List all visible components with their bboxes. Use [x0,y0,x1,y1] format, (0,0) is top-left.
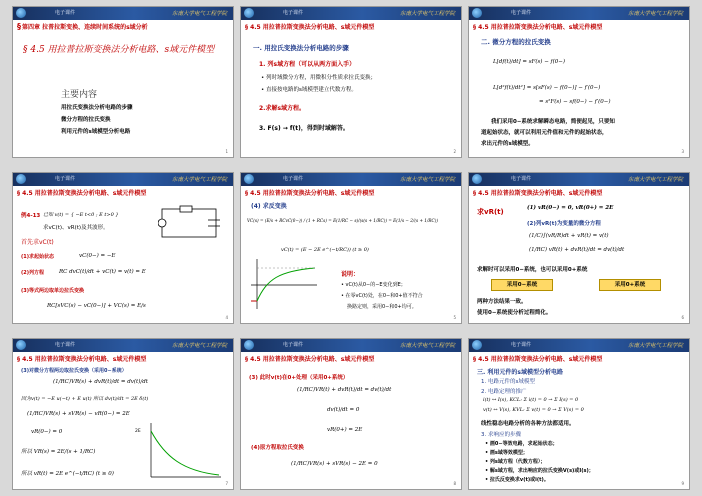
item-3: 3. 求响应的步骤 [481,432,521,438]
slide-header: 电子课件 东南大学电气工程学院 [13,339,233,352]
page-number: 3 [681,149,684,154]
contents-subtitle: 主要内容 [61,90,98,100]
slide-9 [468,338,690,490]
equation-3: vR(0+) = 2E [327,427,363,433]
slide-5 [240,172,462,324]
equation-4: (1/RC)VR(s) + sVR(s) − 2E = 0 [291,461,378,467]
step-2-label: (2)列方程 [21,270,45,276]
content-item-1: 用拉氏变换法分析电路的步骤 [61,105,133,111]
rc-circuit-diagram [158,203,220,243]
slide-header: 电子课件 东南大学电气工程学院 [241,7,461,20]
slide-title: § 4.5 用拉普拉斯变换法分析电路、s域元件模型 [473,24,603,31]
page-number: 6 [681,315,684,320]
note-1: • vC(t)从0−的−E变化到E； [341,282,406,288]
option-box-0-minus: 采用0−系统 [491,279,553,291]
equation-1: (1/RC)VR(t) + dvR(t)/dt = dv(t)/dt [297,387,392,393]
step-bullet-5: • 拉氏反变换求v(t)或i(t)。 [485,477,549,483]
globe-icon [472,8,482,18]
page-number: 5 [453,315,456,320]
formula-3: = s²F(s) − sf(0−) − f′(0−) [539,99,611,105]
globe-icon [472,340,482,350]
example-label: 例4-13 [21,213,41,219]
note-line: 线性稳态电路分析的各种方法都适用。 [481,421,575,427]
equation-3: (1/RC)VR(s) + sVR(s) − vR(0−) = 2E [27,411,130,417]
step-3-formula: RC[sVC(s) − vC(0−)] + VC(s) = E/s [47,303,146,309]
note-2: • 在零vC(t)处，在0−和0+值不符合 [341,293,423,299]
slide-title: §第四章 拉普拉斯变换、连续时间系统的s域分析 [17,22,148,31]
globe-icon [472,174,482,184]
globe-icon [244,8,254,18]
globe-icon [244,174,254,184]
slide-title: § 4.5 用拉普拉斯变换法分析电路、s域元件模型 [17,356,147,363]
slide-1 [12,6,234,158]
inverse-transform-formula: VC(s) = (E/s + RCvC(0−)) / (1 + RCs) = E(1/RC − s)/(s(s + 1/RC)) = E(1/s − 2/(s + 1/RC)) [247,218,438,223]
institution-label: 东南大学电气工程学院 [171,11,227,17]
kvl-formula: v(t) ↔ V(s), KVL: Σ v(t) = 0 → Σ V(s) = 0 [483,407,584,413]
step-3: 3. F(s) → f(t)，得到时域解答。 [259,125,349,132]
section-heading: 三. 利用元件的s域模型分析电路 [477,369,563,376]
step-1-formula: vC(0−) = −E [79,253,116,259]
plot-y-label: 2E [135,429,141,434]
item-1: 1. 电路元件的s域模型 [481,379,535,385]
note-label: 说明： [341,271,360,278]
first-step-label: 首先求vC(t) [21,239,54,246]
vc-waveform-plot [249,257,319,311]
section-heading-2: (4)原方程取拉氏变换 [251,445,304,451]
equation-1: (1/RC)VR(s) + dvR(t)/dt = dv(t)/dt [53,379,148,385]
note-3: 换路定则，采用0−和0+均可。 [347,304,417,310]
kcl-formula: i(t) ↔ I(s), KCL: Σ i(t) = 0 → Σ I(s) = 0 [483,397,579,403]
step-2: 2.求解s域方程。 [259,105,306,112]
question: 求vC(t)、vR(t)及其波形。 [43,225,109,231]
section-heading: 二. 微分方程的拉氏变换 [481,38,551,46]
paragraph-line-2: 道起始状态，就可以利用元件值和元件的起始状态， [481,130,608,136]
section-heading: 一. 用拉氏变换法分析电路的步骤 [253,44,349,52]
step-1: 1. 列s域方程（可以从两方面入手） [259,61,356,68]
brand-label: 电子课件 [55,10,76,16]
item-2: 2. 电路定理的推广 [481,389,527,395]
equation-5: 所以 VR(s) = 2E/(s + 1/RC) [21,449,96,455]
globe-icon [16,340,26,350]
page-number: 4 [225,315,228,320]
page-number: 7 [225,481,228,486]
paragraph-line-3: 求出元件的s域模型。 [481,141,534,147]
known-condition: 已知 v(t) = { −E t<0 ; E t>0 } [43,212,119,218]
slide-7 [12,338,234,490]
page-number: 1 [225,149,228,154]
section-heading: (3) 此时v(t)在0+处理（采用0+系统） [249,375,349,381]
slide-8 [240,338,462,490]
vc-time-formula: vC(t) = (E − 2E e^(−t/RC)) (t ≥ 0) [281,247,369,253]
slide-header: 电子课件 东南大学电气工程学院 [241,339,461,352]
step-2-formula: RC dvC(t)/dt + vC(t) = v(t) = E [59,269,146,275]
content-item-3: 利用元件的s域模型分析电路 [61,129,131,135]
condition-1: (1) vR(0−) = 0, vR(0+) = 2E [527,205,614,211]
page-number: 8 [453,481,456,486]
slide-title: § 4.5 用拉普拉斯变换法分析电路、s域元件模型 [473,190,603,197]
formula-1: L[df(t)/dt] = sF(s) − f(0−) [493,59,565,65]
formula-2: L[d²f(t)/dt²] = s[sF(s) − f(0−)] − f′(0−) [493,85,601,91]
equation-4: vR(0−) = 0 [31,429,63,435]
paragraph-line-1: 我们采用0−系统求解瞬态电路，简便起见，只要知 [491,119,615,125]
slide-header: 电子课件 东南大学电气工程学院 [469,7,689,20]
bullet-1: • 列时域微分方程，用微积分性质求拉氏变换； [261,75,376,81]
equation-2: dv(t)/dt = 0 [327,407,360,413]
paragraph-3: 使用0−系统使分析过程简化。 [477,310,552,316]
content-item-2: 微分方程的拉氏变换 [61,117,111,123]
step-bullet-4: • 解s域方程，求出响应的拉氏变换V(s)或I(s)； [485,468,594,474]
bullet-2: • 直接按电路的s域模型建立代数方程。 [261,87,357,93]
slide-4 [12,172,234,324]
section-heading: (3)对微分方程两边取拉氏变换（采用0−系统） [21,368,127,374]
step-bullet-1: • 画0−等效电路，求起始状态； [485,441,558,447]
globe-icon [16,174,26,184]
step-1-label: (1)求起始状态 [21,254,55,260]
slide-title: § 4.5 用拉普拉斯变换法分析电路、s域元件模型 [245,356,375,363]
slide-header: 电子课件 东南大学电气工程学院 [469,173,689,186]
page-number: 2 [453,149,456,154]
slide-header [13,7,233,20]
slide-6 [468,172,690,324]
slide-title: § 4.5 用拉普拉斯变换法分析电路、s域元件模型 [245,190,375,197]
paragraph-1: 求解时可以采用0−系统，也可以采用0+系统 [477,267,588,273]
equation-6: 所以 vR(t) = 2E e^(−t/RC) (t ≥ 0) [21,471,114,477]
vr-waveform-plot [143,421,223,481]
slide-header: 电子课件 东南大学电气工程学院 [469,339,689,352]
equation-2: 因为v(t) = −E u(−t) + E u(t) 所以 dv(t)/dt = 2E δ(t) [21,396,149,402]
slide-title: § 4.5 用拉普拉斯变换法分析电路、s域元件模型 [473,356,603,363]
slide-header: 电子课件 东南大学电气工程学院 [13,173,233,186]
slide-title: § 4.5 用拉普拉斯变换法分析电路、s域元件模型 [17,190,147,197]
condition-2: (2)列vR(t)为变量的微分方程 [527,221,601,227]
step-bullet-3: • 列s域方程（代数方程）； [485,459,546,465]
slide-2 [240,6,462,158]
globe-icon [244,340,254,350]
slide-title: § 4.5 用拉普拉斯变换法分析电路、s域元件模型 [245,24,375,31]
equation-1: (1/C)∫(vR/R)dt + vR(t) = v(t) [529,233,609,239]
paragraph-2: 两种方法结果一致。 [477,299,527,305]
step-3-label: (3)等式两边取单边拉氏变换 [21,288,85,294]
option-box-0-plus: 采用0+系统 [599,279,661,291]
step-bullet-2: • 画s域等效模型； [485,450,528,456]
question-label: 求vR(t) [477,208,504,216]
section-heading: (4) 求反变换 [251,203,287,210]
slide-3 [468,6,690,158]
section-heading: § 4.5 用拉普拉斯变换法分析电路、s域元件模型 [23,45,215,55]
page-number: 9 [681,481,684,486]
equation-2: (1/RC) vR(t) + dvR(t)/dt = dv(t)/dt [529,247,625,253]
slide-header: 电子课件 东南大学电气工程学院 [241,173,461,186]
globe-icon [16,8,26,18]
